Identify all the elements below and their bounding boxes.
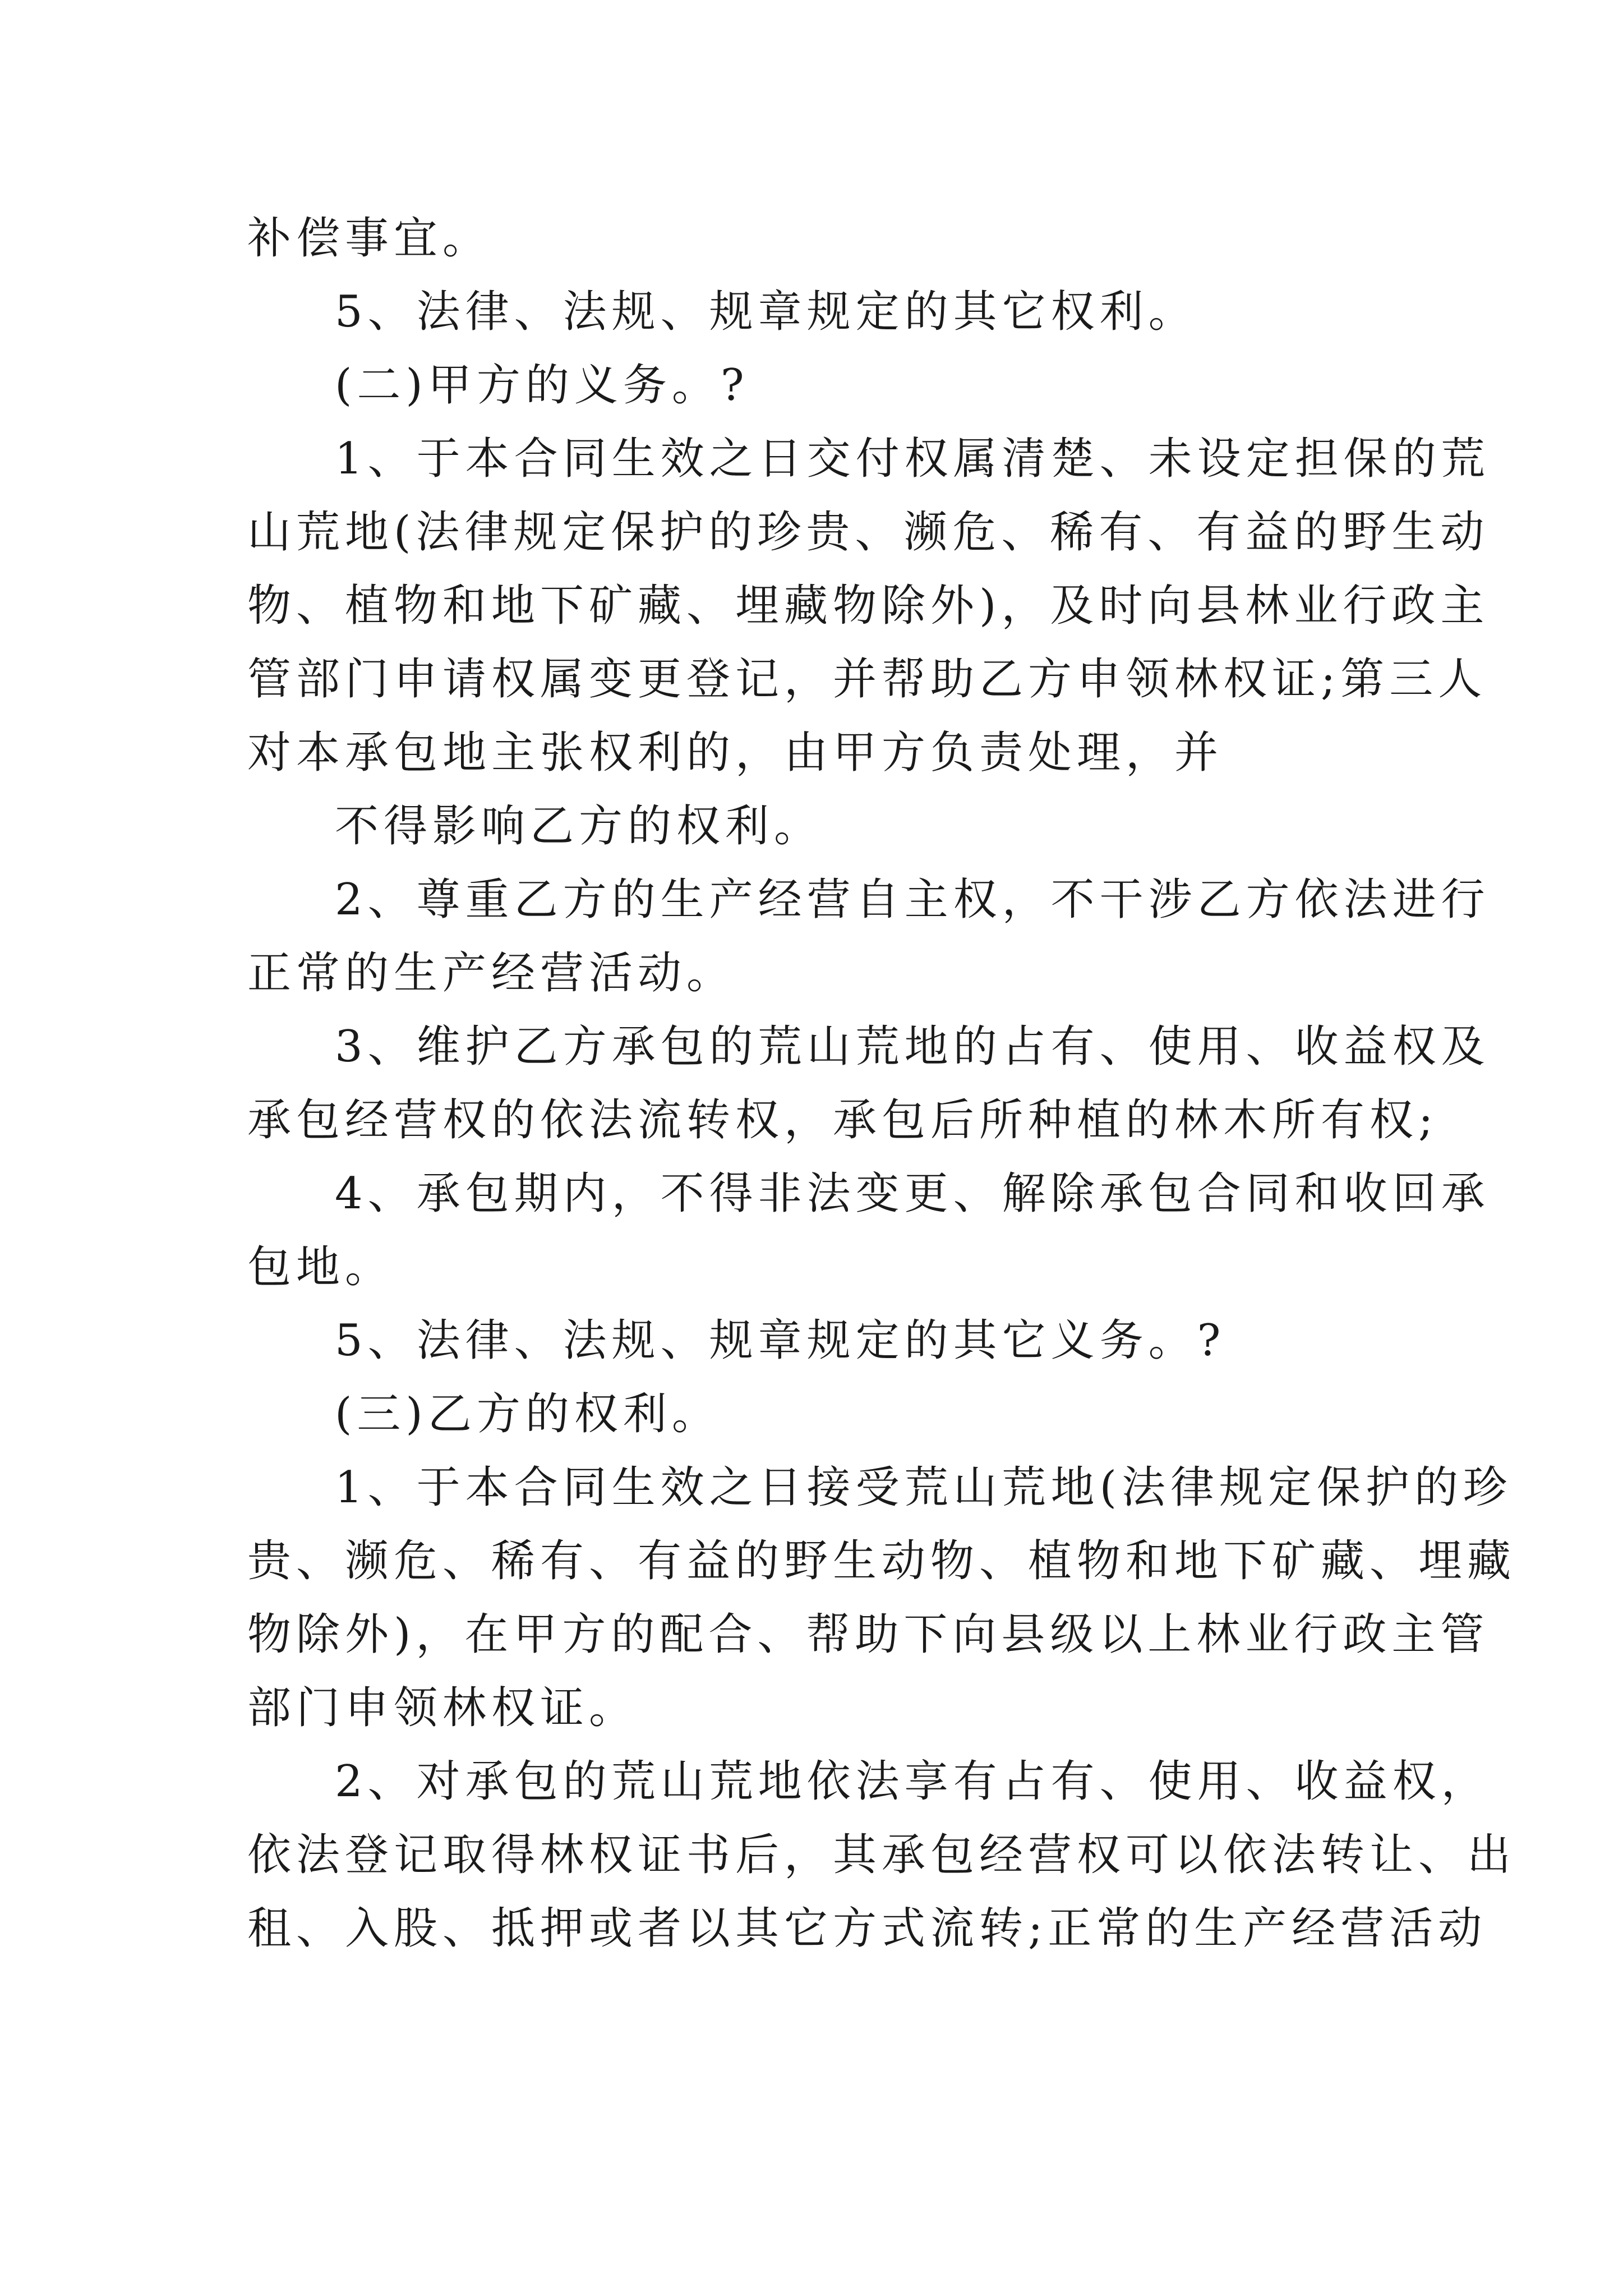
- text-line: 5、法律、法规、规章规定的其它权利。: [335, 287, 1197, 337]
- document-body: [247, 202, 1516, 1966]
- text-line: 贵、濒危、稀有、有益的野生动物、植物和地下矿藏、埋藏: [247, 1536, 1516, 1586]
- text-line: 物、植物和地下矿藏、埋藏物除外)，及时向县林业行政主: [247, 581, 1490, 631]
- text-line: 2、对承包的荒山荒地依法享有占有、使用、收益权，: [335, 1756, 1490, 1807]
- text-line: 补偿事宜。: [247, 213, 492, 264]
- text-line: 承包经营权的依法流转权，承包后所种植的林木所有权;: [247, 1095, 1438, 1145]
- text-line: 对本承包地主张权利的，由甲方负责处理，并: [247, 728, 1224, 778]
- text-line: 依法登记取得林权证书后，其承包经营权可以依法转让、出: [247, 1830, 1516, 1880]
- text-line: 正常的生产经营活动。: [247, 948, 736, 999]
- text-line: 4、承包期内，不得非法变更、解除承包合同和收回承: [335, 1168, 1490, 1219]
- text-line: 1、于本合同生效之日接受荒山荒地(法律规定保护的珍: [335, 1462, 1513, 1513]
- section-heading: (二)甲方的义务。?: [335, 360, 749, 411]
- text-line: 租、入股、抵押或者以其它方式流转;正常的生产经营活动: [247, 1903, 1487, 1954]
- text-line: 包地。: [247, 1242, 394, 1292]
- section-heading: (三)乙方的权利。: [335, 1389, 721, 1439]
- text-line: 不得影响乙方的权利。: [335, 801, 823, 852]
- text-line: 部门申领林权证。: [247, 1683, 638, 1733]
- text-line: 5、法律、法规、规章规定的其它义务。?: [335, 1315, 1226, 1366]
- text-line: 物除外)，在甲方的配合、帮助下向县级以上林业行政主管: [247, 1609, 1490, 1660]
- text-line: 管部门申请权属变更登记，并帮助乙方申领林权证;第三人: [247, 654, 1487, 705]
- text-line: 1、于本合同生效之日交付权属清楚、未设定担保的荒: [335, 434, 1490, 484]
- text-line: 2、尊重乙方的生产经营自主权，不干涉乙方依法进行: [335, 875, 1490, 925]
- text-line: 3、维护乙方承包的荒山荒地的占有、使用、收益权及: [335, 1022, 1490, 1072]
- text-line: 山荒地(法律规定保护的珍贵、濒危、稀有、有益的野生动: [247, 507, 1490, 558]
